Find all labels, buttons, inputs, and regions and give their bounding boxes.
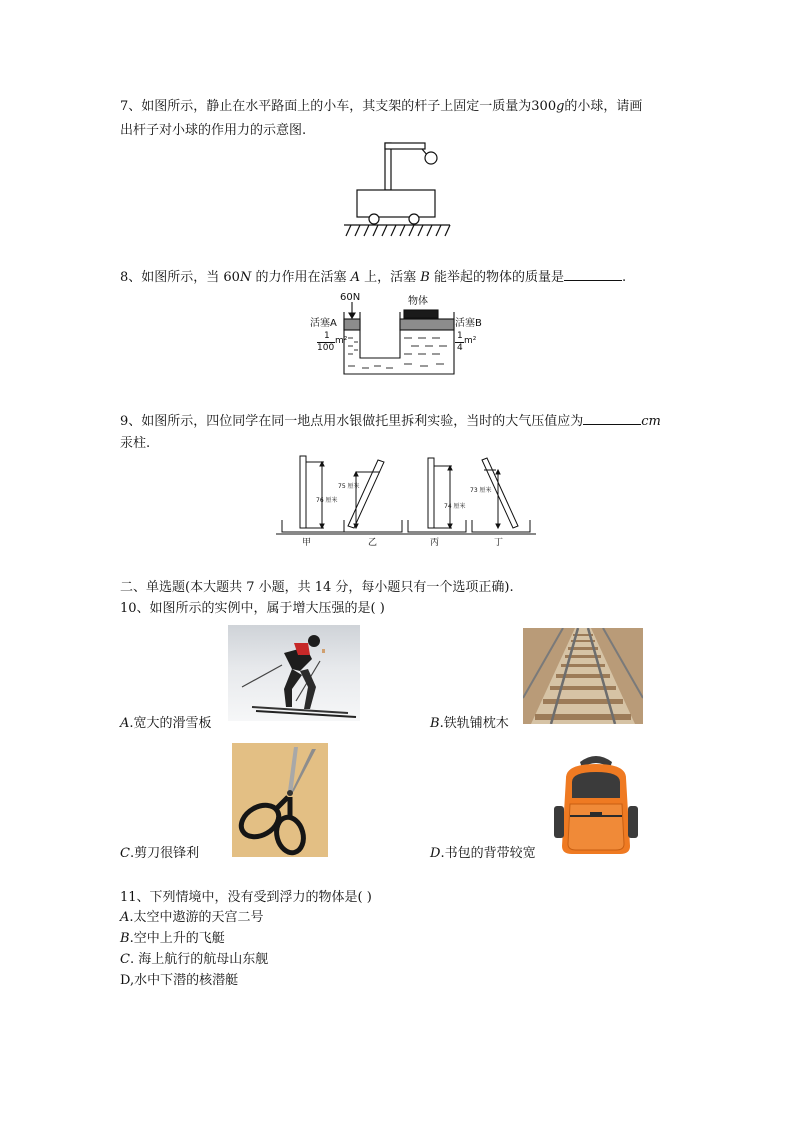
q8-area-a-unit: m² [335, 336, 348, 346]
q10-stem: 10、如图所示的实例中，属于增大压强的是( ) [120, 601, 385, 616]
q8-area-a-num: 1 [324, 331, 330, 341]
q8-force-label: 60N [340, 292, 361, 303]
q8-area-b-num: 1 [457, 331, 463, 341]
q8-area-a-den: 100 [317, 343, 335, 353]
q9-ding-height: 73 厘米 [470, 487, 492, 494]
section2-heading: 二、单选题(本大题共 7 小题，共 14 分，每小题只有一个选项正确). [120, 580, 514, 595]
q9-torricelli-figure [276, 452, 536, 552]
q7-line2: 出杆子对小球的作用力的示意图. [120, 123, 307, 138]
q8-piston-a-label: 活塞A [310, 318, 337, 329]
q8-stem: 8、如图所示，当 60N 的力作用在活塞 A 上，活塞 B 能举起的物体的质量是 . [120, 267, 626, 287]
q9-bing-height: 74 厘米 [444, 503, 466, 510]
q8-area-b-den: 4 [457, 343, 463, 353]
q9-label-yi: 乙 [368, 538, 378, 548]
q7-cart-figure [338, 140, 454, 240]
q8-answer-blank[interactable] [564, 267, 622, 281]
q8-piston-b-label: 活塞B [455, 318, 482, 329]
q10-option-d-backpack-image[interactable] [550, 754, 642, 858]
q9-line2: 汞柱. [120, 436, 151, 451]
q8-area-b-unit: m² [464, 336, 477, 346]
q11-option-b[interactable]: B.空中上升的飞艇 [120, 931, 225, 946]
q8-hydraulic-figure [308, 292, 494, 382]
q8-object-label: 物体 [408, 296, 428, 307]
q9-label-ding: 丁 [494, 538, 504, 548]
q11-option-d[interactable]: D,水中下潜的核潜艇 [120, 973, 239, 988]
q11-option-a[interactable]: A.太空中遨游的天宫二号 [120, 910, 264, 925]
q7-line1: 7、如图所示，静止在水平路面上的小车，其支架的杆子上固定一质量为300g的小球，请画 [120, 99, 643, 114]
q9-label-jia: 甲 [302, 538, 312, 548]
q10-option-b-railway-image[interactable] [523, 628, 643, 724]
q11-stem: 11、下列情境中，没有受到浮力的物体是( ) [120, 890, 372, 905]
q10-option-a[interactable]: A.宽大的滑雪板 [120, 716, 212, 731]
q10-option-c[interactable]: C.剪刀很锋利 [120, 846, 200, 861]
q9-label-bing: 丙 [430, 538, 440, 548]
q9-answer-blank[interactable] [583, 411, 641, 425]
q10-option-a-skier-image[interactable] [228, 625, 360, 721]
q11-option-c[interactable]: C. 海上航行的航母山东舰 [120, 952, 269, 967]
q10-option-d[interactable]: D.书包的背带较宽 [430, 846, 536, 861]
q9-yi-height: 75 厘米 [338, 483, 360, 490]
q10-option-c-scissors-image[interactable] [232, 743, 328, 857]
q9-jia-height: 76 厘米 [316, 497, 338, 504]
q9-line1: 9、如图所示，四位同学在同一地点用水银做托里拆利实验，当时的大气压值应为 cm [120, 411, 661, 431]
q10-option-b[interactable]: B.铁轨铺枕木 [430, 716, 509, 731]
